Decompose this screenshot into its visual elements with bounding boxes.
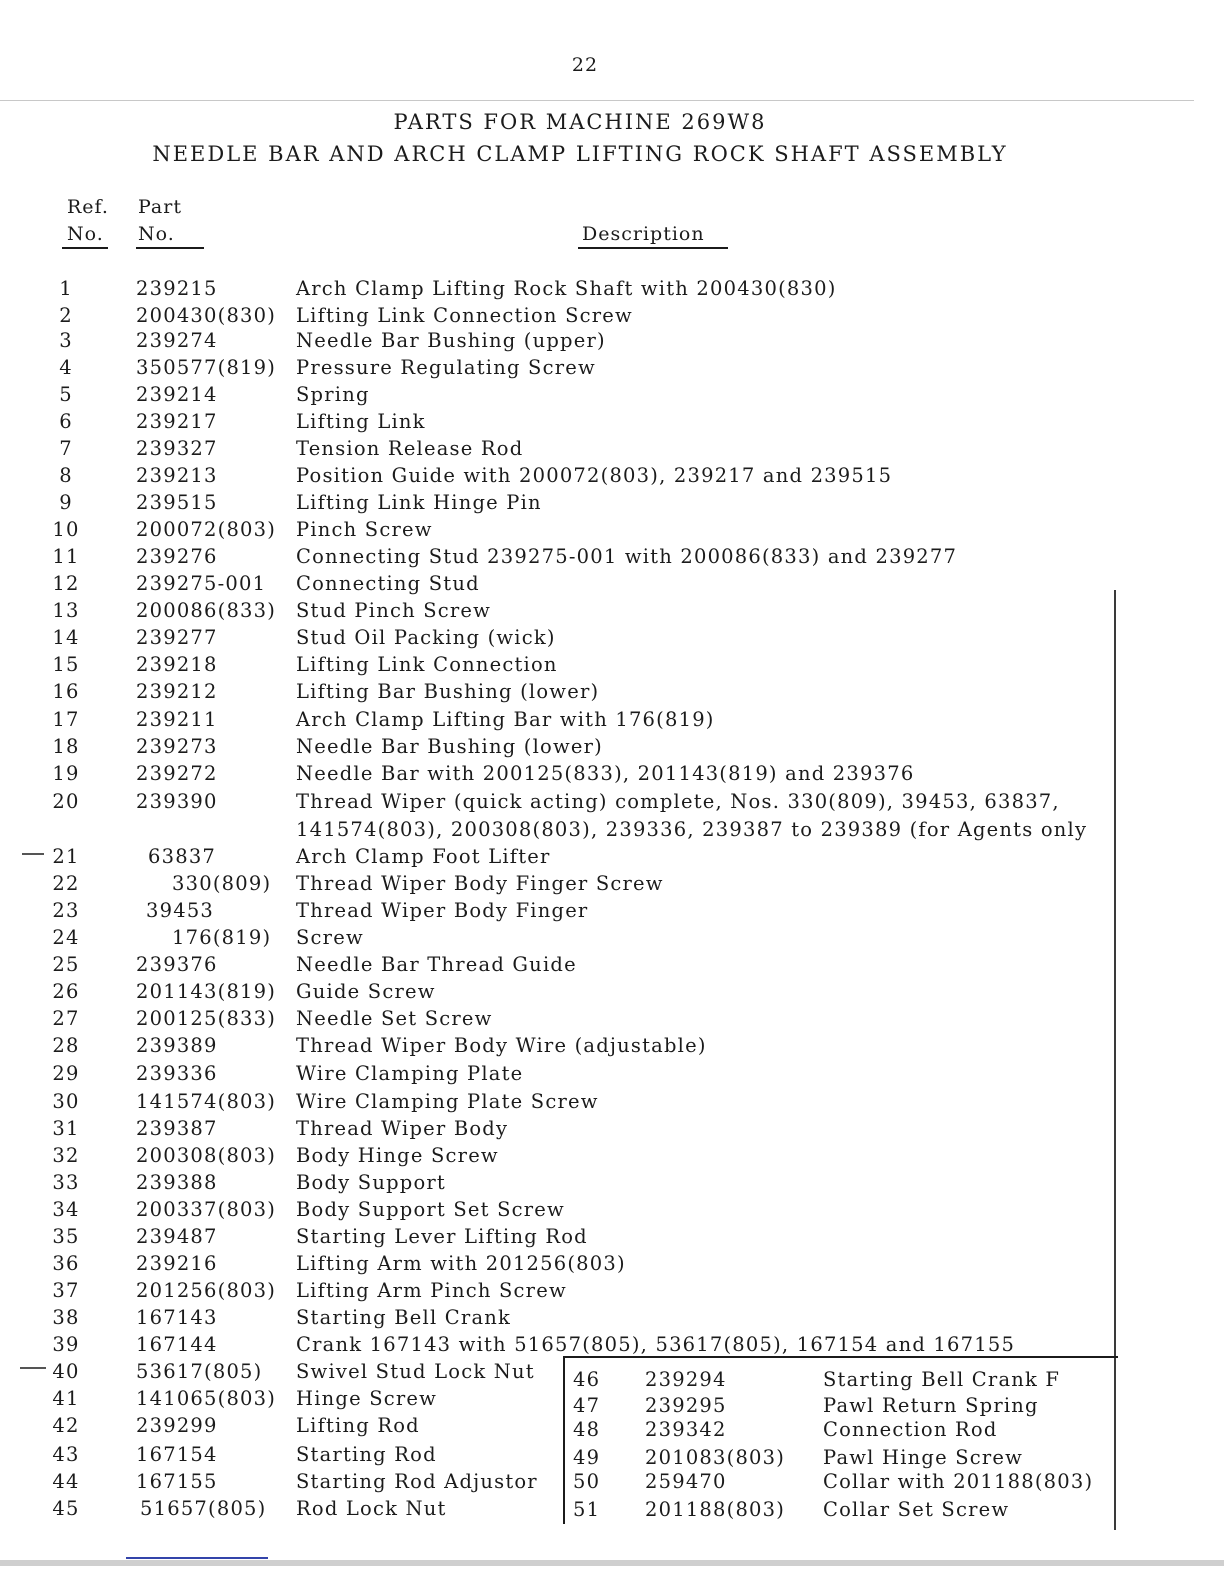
ref-number: 8: [59, 464, 73, 487]
part-number: 239273: [136, 735, 218, 758]
ref-number: 27: [52, 1007, 80, 1030]
ref-number: 33: [52, 1171, 80, 1194]
part-number: 201256(803): [136, 1279, 277, 1302]
part-number: 167144: [136, 1333, 218, 1356]
part-description: Thread Wiper (quick acting) complete, Nos. 330(809), 39453, 63837,: [296, 790, 1060, 813]
part-number: 200125(833): [136, 1007, 277, 1030]
part-number: 239294: [645, 1368, 727, 1391]
part-number: 350577(819): [136, 356, 277, 379]
part-description: Lifting Link Hinge Pin: [296, 491, 542, 514]
header-description-underline: [578, 247, 728, 249]
ref-number: 19: [52, 762, 80, 785]
ref-number: 43: [52, 1443, 80, 1466]
ref-number: 12: [52, 572, 80, 595]
ref-number: 22: [52, 872, 80, 895]
part-description: Pinch Screw: [296, 518, 433, 541]
part-description: Screw: [296, 926, 364, 949]
table-row: [565, 1446, 1115, 1472]
ref-number: 39: [52, 1333, 80, 1356]
page-number: 22: [571, 54, 599, 76]
part-description: Starting Bell Crank: [296, 1306, 512, 1329]
part-description: Collar with 201188(803): [823, 1470, 1094, 1493]
ref-number: 29: [52, 1062, 80, 1085]
header-rule: [0, 100, 1194, 101]
ref-number: 20: [52, 790, 80, 813]
table-row: [565, 1368, 1115, 1394]
part-description: Arch Clamp Foot Lifter: [296, 845, 551, 868]
header-ref-line2: No.: [67, 223, 104, 245]
part-number: 239274: [136, 329, 218, 352]
ref-number: 9: [59, 491, 73, 514]
part-number: 201188(803): [645, 1498, 786, 1521]
table-row: [565, 1394, 1115, 1420]
part-number: 239295: [645, 1394, 727, 1417]
ref-number: 49: [573, 1446, 601, 1469]
ref-number: 38: [52, 1306, 80, 1329]
part-description: Connection Rod: [823, 1418, 998, 1441]
ref-number: 3: [59, 329, 73, 352]
part-description: Needle Bar Thread Guide: [296, 953, 577, 976]
ref-number: 46: [573, 1368, 601, 1391]
parts-box: [563, 1356, 1118, 1524]
part-description: Crank 167143 with 51657(805), 53617(805), 167154 and 167155: [296, 1333, 1016, 1356]
ref-number: 41: [52, 1387, 80, 1410]
ref-number: 47: [573, 1394, 601, 1417]
ref-number: 32: [52, 1144, 80, 1167]
part-description: Swivel Stud Lock Nut: [296, 1360, 535, 1383]
part-number: 176(819): [172, 926, 272, 949]
table-row: [565, 1418, 1115, 1444]
ref-number: 35: [52, 1225, 80, 1248]
part-number: 201083(803): [645, 1446, 786, 1469]
ref-number: 51: [573, 1498, 601, 1521]
part-description: Rod Lock Nut: [296, 1497, 447, 1520]
part-description: Body Support: [296, 1171, 446, 1194]
part-number: 239213: [136, 464, 218, 487]
part-description: Lifting Link Connection Screw: [296, 304, 633, 327]
part-number: 239376: [136, 953, 218, 976]
ref-number: 15: [52, 653, 80, 676]
ref-number: 23: [52, 899, 80, 922]
ref-number: 28: [52, 1034, 80, 1057]
part-description: Starting Rod Adjustor: [296, 1470, 538, 1493]
part-description: Starting Bell Crank F: [823, 1368, 1061, 1391]
part-number: 239275-001: [136, 572, 267, 595]
part-number: 201143(819): [136, 980, 277, 1003]
header-description: Description: [582, 223, 705, 245]
bottom-rule: [0, 1560, 1224, 1566]
ref-number: 10: [52, 518, 80, 541]
ref-number: 40: [52, 1360, 80, 1383]
ref-number: 42: [52, 1414, 80, 1437]
part-description: Spring: [296, 383, 370, 406]
part-description: Lifting Arm with 201256(803): [296, 1252, 626, 1275]
part-description: Guide Screw: [296, 980, 436, 1003]
part-number: 200072(803): [136, 518, 277, 541]
ref-number: 18: [52, 735, 80, 758]
header-ref-underline: [62, 247, 108, 249]
part-number: 239218: [136, 653, 218, 676]
part-number: 239336: [136, 1062, 218, 1085]
ref-number: 36: [52, 1252, 80, 1275]
part-description: Pawl Return Spring: [823, 1394, 1039, 1417]
ref-number: 34: [52, 1198, 80, 1221]
part-number: 239212: [136, 680, 218, 703]
part-number: 239276: [136, 545, 218, 568]
part-description: Thread Wiper Body Wire (adjustable): [296, 1034, 707, 1057]
ref-number: 45: [52, 1497, 80, 1520]
ref-number: 30: [52, 1090, 80, 1113]
part-number: 53617(805): [136, 1360, 263, 1383]
ref-number: 13: [52, 599, 80, 622]
part-description: Needle Bar Bushing (upper): [296, 329, 606, 352]
part-description: Pawl Hinge Screw: [823, 1446, 1024, 1469]
row-20-continuation: 141574(803), 200308(803), 239336, 239387 to 239389 (for Agents only: [296, 818, 1088, 841]
part-number: 200308(803): [136, 1144, 277, 1167]
part-description: Needle Set Screw: [296, 1007, 493, 1030]
part-number: 239389: [136, 1034, 218, 1057]
part-number: 63837: [148, 845, 217, 868]
part-description: Stud Oil Packing (wick): [296, 626, 556, 649]
header-part-line1: Part: [138, 196, 182, 218]
ref-number: 25: [52, 953, 80, 976]
part-description: Thread Wiper Body Finger: [296, 899, 589, 922]
footer-line: [126, 1557, 268, 1559]
ref-number: 1: [59, 277, 73, 300]
margin-mark: [20, 1367, 46, 1369]
part-description: Position Guide with 200072(803), 239217 and 239515: [296, 464, 893, 487]
part-number: 259470: [645, 1470, 727, 1493]
part-number: 239215: [136, 277, 218, 300]
part-number: 239211: [136, 708, 218, 731]
part-number: 239487: [136, 1225, 218, 1248]
part-description: Lifting Rod: [296, 1414, 420, 1437]
part-description: Starting Rod: [296, 1443, 437, 1466]
part-number: 167154: [136, 1443, 218, 1466]
ref-number: 7: [59, 437, 73, 460]
ref-number: 48: [573, 1418, 601, 1441]
page-subtitle: NEEDLE BAR AND ARCH CLAMP LIFTING ROCK SHAFT ASSEMBLY: [152, 142, 1008, 166]
part-number: 330(809): [172, 872, 272, 895]
ref-number: 31: [52, 1117, 80, 1140]
part-description: Thread Wiper Body Finger Screw: [296, 872, 664, 895]
part-number: 39453: [146, 899, 215, 922]
ref-number: 16: [52, 680, 80, 703]
part-description: Connecting Stud 239275-001 with 200086(833) and 239277: [296, 545, 958, 568]
part-description: Arch Clamp Lifting Rock Shaft with 200430(830): [296, 277, 837, 300]
part-description: Tension Release Rod: [296, 437, 524, 460]
part-number: 239299: [136, 1414, 218, 1437]
part-description: Lifting Bar Bushing (lower): [296, 680, 600, 703]
part-number: 167143: [136, 1306, 218, 1329]
ref-number: 50: [573, 1470, 601, 1493]
header-ref-line1: Ref.: [67, 196, 109, 218]
part-description: Starting Lever Lifting Rod: [296, 1225, 588, 1248]
table-row: [565, 1470, 1115, 1496]
part-description: Lifting Link Connection: [296, 653, 558, 676]
part-number: 239277: [136, 626, 218, 649]
part-number: 239387: [136, 1117, 218, 1140]
part-description: Connecting Stud: [296, 572, 480, 595]
part-number: 51657(805): [140, 1497, 267, 1520]
ref-number: 4: [59, 356, 73, 379]
header-part-underline: [136, 247, 204, 249]
part-number: 239272: [136, 762, 218, 785]
part-description: Thread Wiper Body: [296, 1117, 509, 1140]
part-description: Wire Clamping Plate: [296, 1062, 524, 1085]
part-description: Body Hinge Screw: [296, 1144, 499, 1167]
part-number: 239327: [136, 437, 218, 460]
part-number: 239214: [136, 383, 218, 406]
page-title: PARTS FOR MACHINE 269W8: [393, 110, 767, 134]
ref-number: 26: [52, 980, 80, 1003]
ref-number: 21: [52, 845, 80, 868]
part-number: 239216: [136, 1252, 218, 1275]
part-number: 200086(833): [136, 599, 277, 622]
part-description: Needle Bar Bushing (lower): [296, 735, 603, 758]
ref-number: 5: [59, 383, 73, 406]
part-number: 239515: [136, 491, 218, 514]
header-part-line2: No.: [138, 223, 175, 245]
part-description: Collar Set Screw: [823, 1498, 1010, 1521]
part-number: 200430(830): [136, 304, 277, 327]
part-description: Lifting Link: [296, 410, 426, 433]
part-number: 239388: [136, 1171, 218, 1194]
part-number: 141065(803): [136, 1387, 277, 1410]
ref-number: 44: [52, 1470, 80, 1493]
part-description: Wire Clamping Plate Screw: [296, 1090, 599, 1113]
ref-number: 11: [52, 545, 80, 568]
part-description: Hinge Screw: [296, 1387, 438, 1410]
part-description: Stud Pinch Screw: [296, 599, 492, 622]
ref-number: 17: [52, 708, 80, 731]
ref-number: 37: [52, 1279, 80, 1302]
ref-number: 2: [59, 304, 73, 327]
part-description: Pressure Regulating Screw: [296, 356, 596, 379]
part-number: 239390: [136, 790, 218, 813]
part-number: 239342: [645, 1418, 727, 1441]
ref-number: 6: [59, 410, 73, 433]
ref-number: 14: [52, 626, 80, 649]
part-description: Needle Bar with 200125(833), 201143(819) and 239376: [296, 762, 915, 785]
part-number: 239217: [136, 410, 218, 433]
margin-mark: [22, 853, 44, 855]
part-description: Arch Clamp Lifting Bar with 176(819): [296, 708, 715, 731]
part-number: 167155: [136, 1470, 218, 1493]
part-description: Body Support Set Screw: [296, 1198, 565, 1221]
part-number: 141574(803): [136, 1090, 277, 1113]
part-number: 200337(803): [136, 1198, 277, 1221]
table-row: [565, 1498, 1115, 1524]
part-description: Lifting Arm Pinch Screw: [296, 1279, 567, 1302]
ref-number: 24: [52, 926, 80, 949]
